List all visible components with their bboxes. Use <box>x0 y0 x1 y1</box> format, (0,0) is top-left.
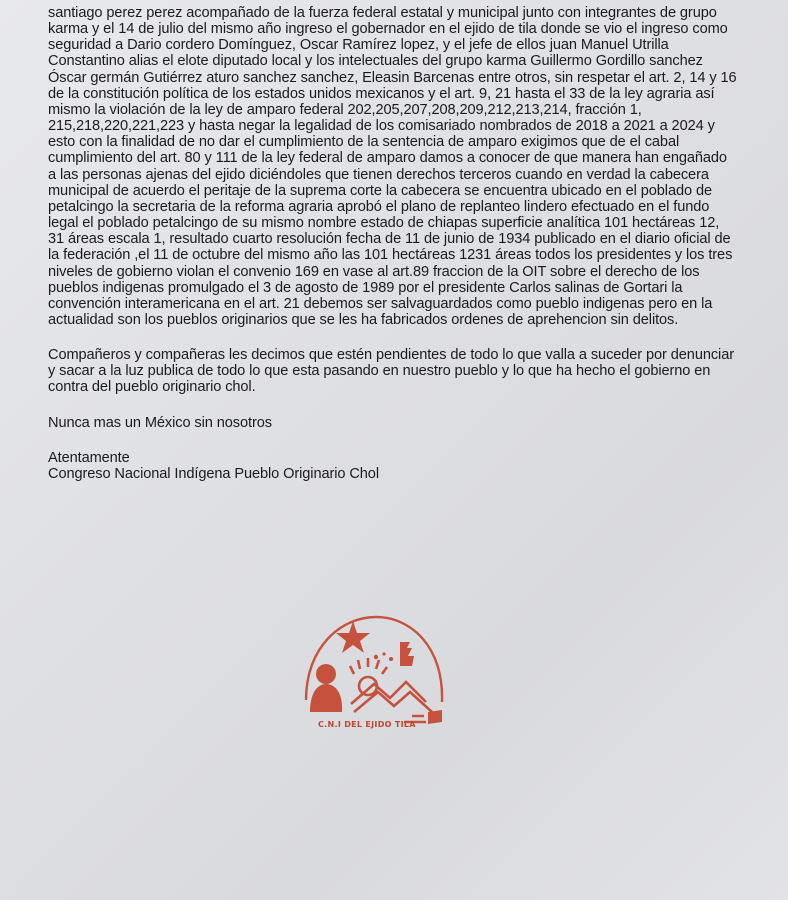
letter-body <box>48 5 738 482</box>
seal-caption: C.N.I DEL EJIDO TILA <box>318 720 416 729</box>
signoff: Atentamente <box>48 449 130 466</box>
closing-line: Nunca mas un México sin nosotros <box>48 414 272 431</box>
signatory: Congreso Nacional Indígena Pueblo Originario Chol <box>48 465 379 482</box>
paragraph-2: Compañeros y compañeras les decimos que estén pendientes de todo lo que valla a suceder por denunciar y sacar a la luz publica de todo lo que esta pasando en nuestro pueblo y lo que ha hecho el gobierno en contra del pueblo originario chol. <box>48 347 734 396</box>
signature-block <box>48 450 738 482</box>
paragraph-1: santiago perez perez acompañado de la fuerza federal estatal y municipal junto con integrantes de grupo karma y el 14 de julio del mismo año ingreso el gobernador en el ejido de tila donde se vio el ingreso como seguridad a Dario cordero Domínguez, Oscar Ramírez lopez, y el jefe de ellos juan Manuel Utrilla Constantino alias el elote diputado local y los intelectuales del grupo karma Guillermo Gordillo sanchez Óscar germán Gutiérrez aturo sanchez sanchez, Eleasin Barcenas entre otros, sin respetar el art. 2, 14 y 16 de la constitución política de los estados unidos mexicanos y el art. 9, 21 hasta el 33 de la ley agraria así mismo la violación de la ley de amparo federal 202,205,207,208,209,212,213,214, fracción 1, 215,218,220,221,223 y hasta negar la legalidad de los comisariado nombrados de 2018 a 2021 a 2024 y esto con la finalidad de no dar el cumplimiento de la sentencia de amparo exigimos que de el cabal cumplimiento del art. 80 y 111 de la ley federal de amparo damos a conocer de que manera han engañado a las personas ajenas del ejido diciéndoles que tienen derechos terceros cuando en verdad la cabecera municipal de acuerdo el peritaje de la suprema corte la cabecera se encuentra ubicado en el poblado de petalcingo la secretaria de la reforma agraria aprobó el plano de replanteo lindero efectuado en el fundo legal el poblado petalcingo de su mismo nombre estado de chiapas superficie analítica 101 hectáreas 12, 31 áreas escala 1, resultado cuarto resolución fecha de 11 de junio de 1934 publicado en el diario oficial de la federación ,el 11 de octubre del mismo año las 101 hectáreas 1231 áreas todos los presidentes y los tres niveles de gobierno violan el convenio 169 en vase al art.89 fraccion de la OIT sobre el derecho de los pueblos indigenas promulgado el 3 de agosto de 1989 por el presidente Carlos salinas de Gortari la convención interamericana en el art. 21 debemos ser salvaguardados como pueblo indigenas pero en la actualidad son los pueblos originarios que se les ha fabricados ordenes de aprehencion sin delitos. <box>48 5 737 328</box>
figure-icon <box>310 664 342 712</box>
star-icon <box>336 621 370 653</box>
